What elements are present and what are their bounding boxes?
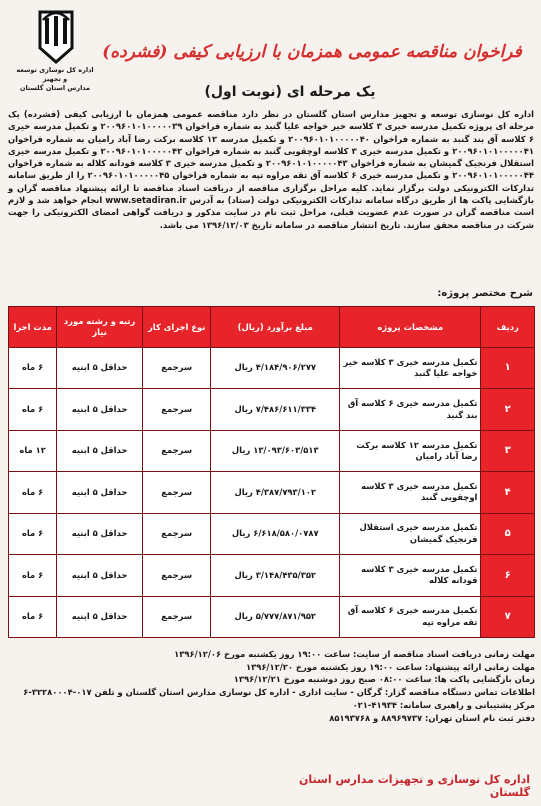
tender-title: فراخوان مناقصه عمومی همزمان با ارزیابی کیفی (فشرده)	[102, 42, 522, 62]
tender-schedule	[8, 648, 535, 724]
estimated-amount: ۷/۴۸۶/۶۱۱/۳۳۴ ریال	[211, 389, 340, 430]
estimated-amount: ۳/۱۴۸/۴۳۵/۳۵۲ ریال	[211, 555, 340, 596]
duration: ۶ ماه	[9, 472, 57, 513]
row-number: ۶	[481, 555, 535, 596]
project-spec: تکمیل مدرسه خیری ۳ کلاسه اوچقویی گنبد	[340, 472, 481, 513]
execution-type: سرجمع	[142, 513, 211, 554]
required-rank: حداقل ۵ ابنیه	[57, 430, 143, 471]
header-required-rank: رتبه و رشته مورد نیاز	[57, 307, 143, 348]
execution-type: سرجمع	[142, 430, 211, 471]
required-rank: حداقل ۵ ابنیه	[57, 348, 143, 389]
required-rank: حداقل ۵ ابنیه	[57, 472, 143, 513]
issuing-organization: اداره کل نوسازی و تجهیزات مدارس استان گلستان	[299, 773, 530, 799]
logo-caption-line1: اداره کل نوسازی توسعه و تجهیز	[16, 66, 94, 83]
project-spec: تکمیل مدرسه خیری ۳ کلاسه خیر خواجه علیا گنبد	[340, 348, 481, 389]
required-rank: حداقل ۵ ابنیه	[57, 513, 143, 554]
project-spec: تکمیل مدرسه خیری استقلال فرنجیک گمیشان	[340, 513, 481, 554]
table-row	[9, 555, 535, 596]
execution-type: سرجمع	[142, 596, 211, 637]
tehran-registration: دفتر ثبت نام استان تهران: ۸۸۹۶۹۷۳۷ و ۸۵۱۹۳۷۶۸	[329, 712, 535, 723]
organization-logo	[14, 8, 96, 100]
intro-paragraph: اداره کل نوسازی توسعه و تجهیز مدارس استان گلستان در نظر دارد مناقصه عمومی همزمان با ارزیابی کیفی (فشرده) یک مرحله ای پروژه تکمیل مدرسه خیری ۳ کلاسه خیر خواجه علیا گنبد به شماره فراخوان ۲۰۰۹۶۰۱۰۱۰۰۰۰۰۳۹ و تکمیل مدرسه خیری ۶ کلاسه آق بند گنبد به شماره فراخوان ۲۰۰۹۶۰۱۰۱۰۰۰۰۰۴۰ و تکمیل مدرسه ۱۲ کلاسه برکت رضا آباد رامیان به شماره فراخوان ۲۰۰۹۶۰۱۰۱۰۰۰۰۰۴۱ و تکمیل مدرسه خیری ۳ کلاسه اوچقویی گنبد به شماره فراخوان ۲۰۰۹۶۰۱۰۱۰۰۰۰۰۴۲ و تکمیل مدرسه خیری استقلال فرنجیک گمیشان به شماره فراخوان ۲۰۰۹۶۰۱۰۱۰۰۰۰۰۴۳ و تکمیل مدرسه خیری ۳ کلاسه قودانه کلاله به شماره فراخوان ۲۰۰۹۶۰۱۰۱۰۰۰۰۰۴۴ و تکمیل مدرسه خیری ۶ کلاسه آق تقه مراوه تپه به شماره فراخوان ۲۰۰۹۶۰۱۰۱۰۰۰۰۰۴۵ را از طریق سامانه تدارکات الکترونیکی دولت برگزار نماید. کلیه مراحل برگزاری مناقصه از دریافت اسناد مناقصه تا ارائه پیشنهاد مناقصه گران و بازگشایی پاکت ها از طریق درگاه سامانه تدارکات الکترونیکی دولت (ستاد) به آدرس www.setadiran.ir انجام خواهد شد و لازم است مناقصه گران در صورت عدم عضویت قبلی، مراحل ثبت نام در سایت مذکور و دریافت گواهی امضای الکترونیکی را جهت شرکت در مناقصه محقق سازند. تاریخ انتشار مناقصه در سامانه تاریخ ۱۳۹۶/۱۲/۰۳ می باشد.	[8, 109, 535, 230]
opening-time: زمان بازگشایی پاکت ها: ساعت ۰۸:۰۰ صبح روز دوشنبه مورخ ۱۳۹۶/۱۲/۲۱	[233, 674, 535, 685]
project-spec: تکمیل مدرسه ۱۲ کلاسه برکت رضا آباد رامیان	[340, 430, 481, 471]
required-rank: حداقل ۵ ابنیه	[57, 596, 143, 637]
execution-type: سرجمع	[142, 389, 211, 430]
row-number: ۳	[481, 430, 535, 471]
support-center: مرکز پشتیبانی و راهبری سامانه: ۴۱۹۳۴-۰۲۱	[352, 699, 535, 710]
row-number: ۴	[481, 472, 535, 513]
row-number: ۲	[481, 389, 535, 430]
duration: ۱۲ ماه	[9, 430, 57, 471]
duration: ۶ ماه	[9, 555, 57, 596]
table-row	[9, 472, 535, 513]
header-estimated-amount: مبلغ برآورد (ریال)	[211, 307, 340, 348]
logo-emblem-icon	[36, 8, 76, 64]
tender-subtitle: یک مرحله ای (نوبت اول)	[204, 84, 376, 100]
estimated-amount: ۵/۷۷۷/۸۷۱/۹۵۲ ریال	[211, 596, 340, 637]
logo-caption	[14, 66, 96, 93]
project-spec: تکمیل مدرسه خیری ۶ کلاسه آق بند گنبد	[340, 389, 481, 430]
estimated-amount: ۴/۱۸۴/۹۰۶/۲۷۷ ریال	[211, 348, 340, 389]
execution-type: سرجمع	[142, 472, 211, 513]
document-deadline: مهلت زمانی دریافت اسناد مناقصه از سایت: ساعت ۱۹:۰۰ روز یکشنبه مورخ ۱۳۹۶/۱۲/۰۶	[174, 649, 535, 659]
row-number: ۷	[481, 596, 535, 637]
row-number: ۱	[481, 348, 535, 389]
table-row	[9, 596, 535, 637]
header-project-spec: مشخصات پروژه	[340, 307, 481, 348]
duration: ۶ ماه	[9, 389, 57, 430]
contact-info: اطلاعات تماس دستگاه مناقصه گزار: گرگان - سایت اداری - اداره کل نوسازی مدارس استان گلستان و تلفن ۰۱۷-۳۲۲۸۰۰۰۴-۶	[23, 687, 535, 698]
header-execution-type: نوع اجرای کار	[142, 307, 211, 348]
duration: ۶ ماه	[9, 513, 57, 554]
required-rank: حداقل ۵ ابنیه	[57, 389, 143, 430]
projects-table	[8, 306, 535, 638]
estimated-amount: ۶/۶۱۸/۵۸۰/۰۷۸۷ ریال	[211, 513, 340, 554]
execution-type: سرجمع	[142, 348, 211, 389]
execution-type: سرجمع	[142, 555, 211, 596]
estimated-amount: ۱۳/۰۹۳/۶۰۳/۵۱۳ ریال	[211, 430, 340, 471]
table-row	[9, 513, 535, 554]
table-row	[9, 348, 535, 389]
table-row	[9, 430, 535, 471]
header-duration: مدت اجرا	[9, 307, 57, 348]
bid-deadline: مهلت زمانی ارائه پیشنهاد: ساعت ۱۹:۰۰ روز یکشنبه مورخ ۱۳۹۶/۱۲/۲۰	[245, 661, 535, 672]
table-row	[9, 389, 535, 430]
duration: ۶ ماه	[9, 348, 57, 389]
required-rank: حداقل ۵ ابنیه	[57, 555, 143, 596]
row-number: ۵	[481, 513, 535, 554]
table-header-row	[9, 307, 535, 348]
project-spec: تکمیل مدرسه خیری ۳ کلاسه قودانه کلاله	[340, 555, 481, 596]
logo-caption-line2: مدارس استان گلستان	[19, 84, 91, 92]
duration: ۶ ماه	[9, 596, 57, 637]
section-title: شرح مختصر پروژه:	[437, 288, 533, 299]
estimated-amount: ۴/۳۸۷/۷۹۳/۱۰۲ ریال	[211, 472, 340, 513]
project-spec: تکمیل مدرسه خیری ۶ کلاسه آق تقه مراوه تپه	[340, 596, 481, 637]
header-row-number: ردیف	[481, 307, 535, 348]
